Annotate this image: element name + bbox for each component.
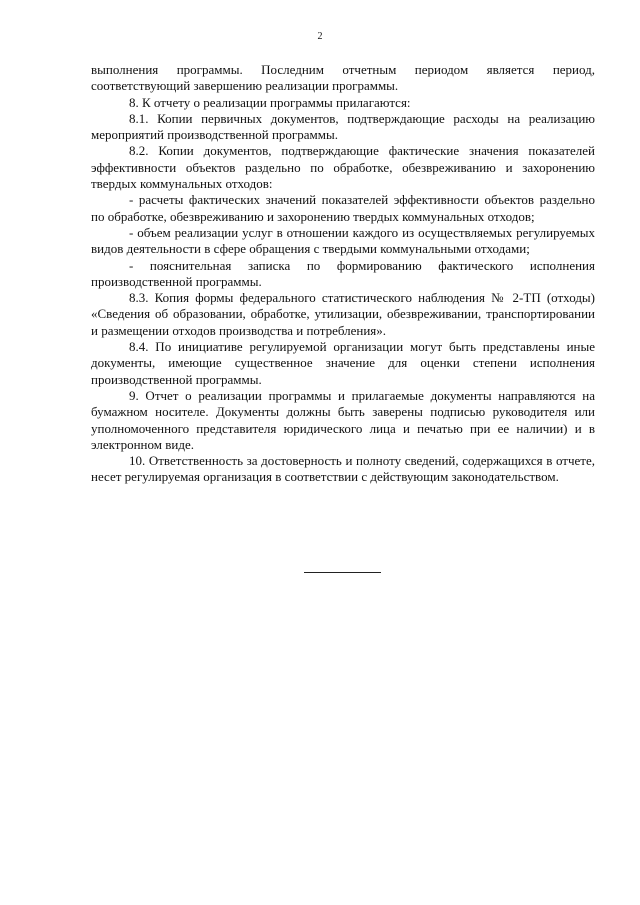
- paragraph-9: 9. Отчет о реализации программы и прилагаемые документы направляются на бумажном носителе. Документы должны быть заверены подписью руководителя или уполномоченного представителя юридического лица и печатью при ее наличии) и в электронном виде.: [91, 387, 595, 452]
- list-item-explanatory-note: - пояснительная записка по формированию фактического исполнения производственной программы.: [91, 257, 595, 289]
- paragraph-continuation: выполнения программы. Последним отчетным периодом является период, соответствующий завершению реализации программы.: [91, 62, 595, 94]
- document-body: [91, 62, 595, 486]
- paragraph-8-3: 8.3. Копия формы федерального статистического наблюдения № 2-ТП (отходы) «Сведения об образовании, обработке, утилизации, обезвреживании, транспортировании и размещении отходов производства и потребления».: [91, 290, 595, 338]
- page-number: 2: [317, 31, 323, 42]
- paragraph-8-2: 8.2. Копии документов, подтверждающие фактические значения показателей эффективности объектов раздельно по обработке, обезвреживанию и захоронению твердых коммунальных отходов:: [91, 143, 595, 192]
- list-item-service-volume: - объем реализации услуг в отношении каждого из осуществляемых регулируемых видов деятельности в сфере обращения с твердыми коммунальными отходами;: [91, 224, 595, 257]
- end-of-document-rule: [304, 572, 381, 573]
- paragraph-10: 10. Ответственность за достоверность и полноту сведений, содержащихся в отчете, несет регулируемая организация в соответствии с действующим законодательством.: [91, 453, 595, 485]
- paragraph-8-1: 8.1. Копии первичных документов, подтверждающие расходы на реализацию мероприятий производственной программы.: [91, 110, 595, 143]
- paragraph-8: 8. К отчету о реализации программы прилагаются:: [129, 94, 411, 110]
- list-item-efficiency-calculations: - расчеты фактических значений показателей эффективности объектов раздельно по обработке, обезвреживанию и захоронению твердых коммунальных отходов;: [91, 192, 595, 224]
- paragraph-8-4: 8.4. По инициативе регулируемой организации могут быть представлены иные документы, имеющие существенное значение для оценки степени исполнения производственной программы.: [91, 339, 595, 387]
